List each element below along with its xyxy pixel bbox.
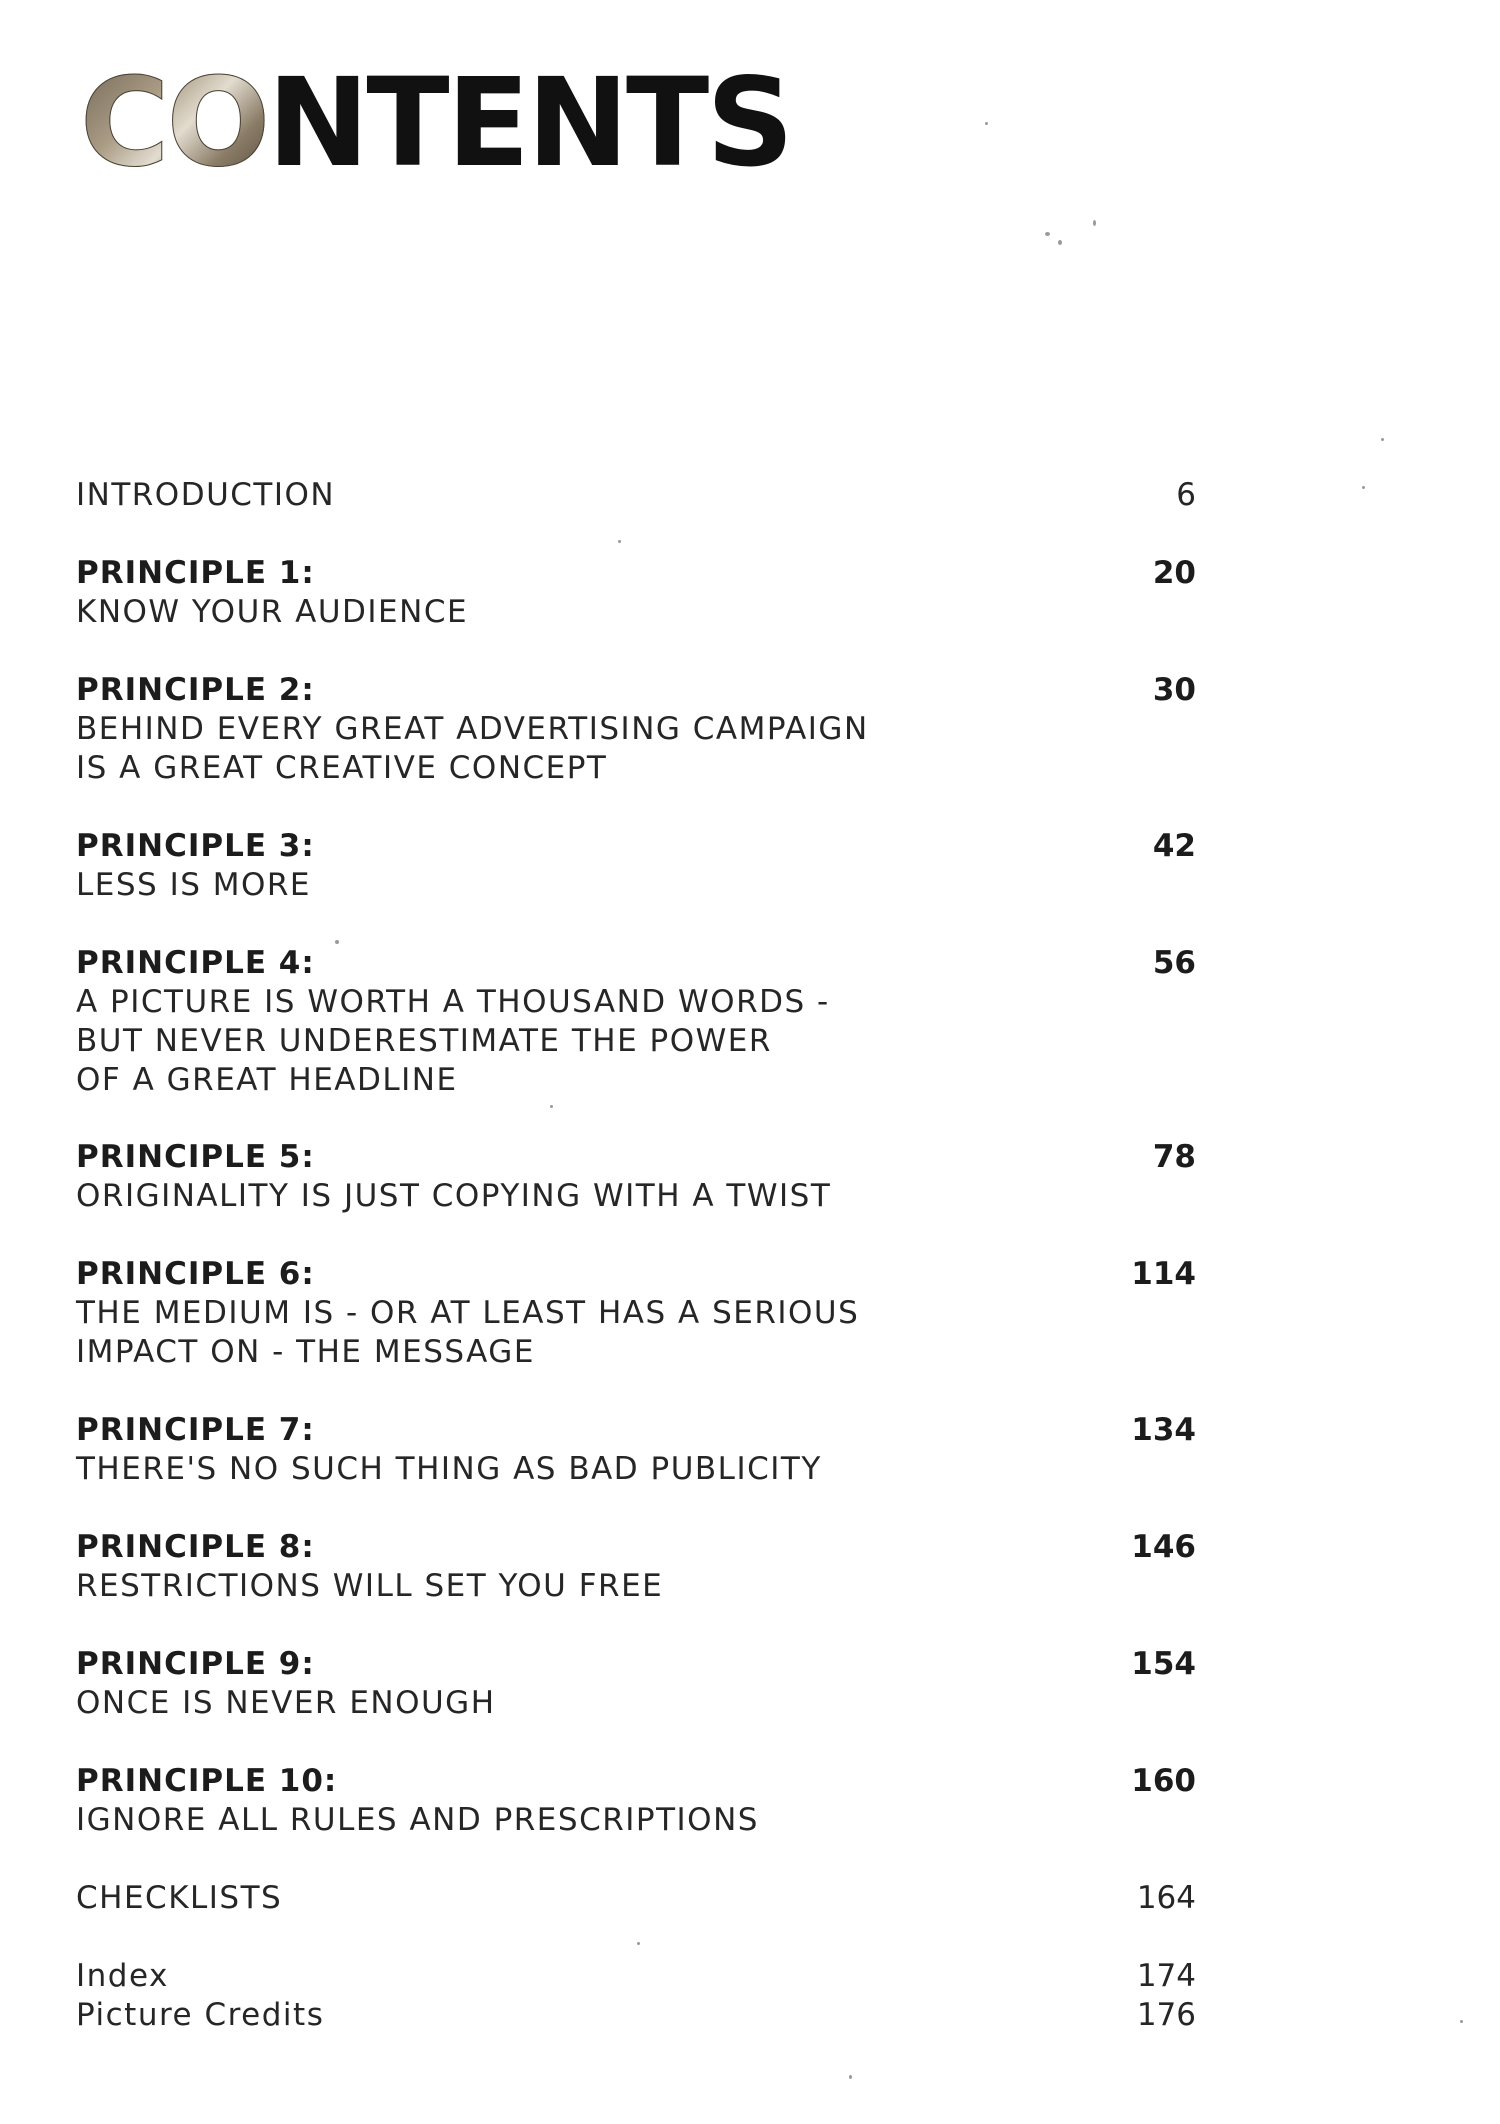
toc-entry-title: BUT NEVER UNDERESTIMATE THE POWER xyxy=(76,1023,772,1059)
toc-entry-title: IMPACT ON - THE MESSAGE xyxy=(76,1334,535,1370)
toc-entry-heading: PRINCIPLE 3: xyxy=(76,828,315,864)
toc-page-number: 160 xyxy=(1131,1763,1196,1799)
toc-entry-title: INTRODUCTION xyxy=(76,477,336,513)
page-title xyxy=(80,52,792,194)
toc-entry-heading: PRINCIPLE 10: xyxy=(76,1763,338,1799)
scan-speck xyxy=(1093,220,1096,226)
toc-entry-title: BEHIND EVERY GREAT ADVERTISING CAMPAIGN xyxy=(76,711,869,747)
scan-speck xyxy=(1362,486,1365,489)
toc-entry-heading: PRINCIPLE 6: xyxy=(76,1256,315,1292)
scan-speck xyxy=(985,122,988,125)
toc-entry-heading: PRINCIPLE 5: xyxy=(76,1139,315,1175)
toc-entry-title: LESS IS MORE xyxy=(76,867,312,903)
toc-entry-title: Picture Credits xyxy=(76,1997,325,2033)
toc-entry-title: THERE'S NO SUCH THING AS BAD PUBLICITY xyxy=(76,1451,822,1487)
toc-page-number: 154 xyxy=(1131,1646,1196,1682)
scan-speck xyxy=(1045,232,1050,236)
toc-entry-heading: PRINCIPLE 7: xyxy=(76,1412,315,1448)
toc-entry-heading: PRINCIPLE 2: xyxy=(76,672,315,708)
toc-entry-title: IGNORE ALL RULES AND PRESCRIPTIONS xyxy=(76,1802,759,1838)
toc-entry-heading: PRINCIPLE 9: xyxy=(76,1646,315,1682)
toc-entry-title: A PICTURE IS WORTH A THOUSAND WORDS - xyxy=(76,984,830,1020)
toc-page-number: 114 xyxy=(1131,1256,1196,1292)
toc-entry-title: RESTRICTIONS WILL SET YOU FREE xyxy=(76,1568,664,1604)
toc-entry-title: ORIGINALITY IS JUST COPYING WITH A TWIST xyxy=(76,1178,832,1214)
scan-speck xyxy=(618,540,621,543)
toc-page-number: 42 xyxy=(1152,828,1196,864)
scan-speck xyxy=(849,2075,852,2079)
scan-speck xyxy=(637,1942,640,1945)
toc-entry-title: THE MEDIUM IS - OR AT LEAST HAS A SERIOUS xyxy=(76,1295,860,1331)
toc-entry-title: OF A GREAT HEADLINE xyxy=(76,1062,458,1098)
toc-page-number: 78 xyxy=(1152,1139,1196,1175)
scan-speck xyxy=(1460,2020,1463,2023)
toc-page-number: 30 xyxy=(1152,672,1196,708)
toc-page-number: 20 xyxy=(1152,555,1196,591)
toc-entry-title: KNOW YOUR AUDIENCE xyxy=(76,594,469,630)
scan-speck xyxy=(550,1105,553,1108)
toc-entry-title: CHECKLISTS xyxy=(76,1880,283,1916)
toc-entry-heading: PRINCIPLE 4: xyxy=(76,945,315,981)
toc-entry-heading: PRINCIPLE 1: xyxy=(76,555,315,591)
toc-entry-heading: PRINCIPLE 8: xyxy=(76,1529,315,1565)
scan-speck xyxy=(1381,438,1384,441)
toc-page-number: 146 xyxy=(1131,1529,1196,1565)
toc-entry-title: Index xyxy=(76,1958,169,1994)
toc-page-number: 56 xyxy=(1152,945,1196,981)
toc-page-number: 134 xyxy=(1131,1412,1196,1448)
toc-entry-title: IS A GREAT CREATIVE CONCEPT xyxy=(76,750,608,786)
toc-page-number: 6 xyxy=(1176,477,1196,513)
toc-page-number: 164 xyxy=(1136,1880,1196,1916)
title-rest-letters: NTENTS xyxy=(267,52,792,194)
toc-page-number: 176 xyxy=(1136,1997,1196,2033)
toc-entry-title: ONCE IS NEVER ENOUGH xyxy=(76,1685,496,1721)
scan-speck xyxy=(1058,240,1062,245)
title-accent-letters: CO xyxy=(80,52,268,194)
scan-speck xyxy=(335,940,339,944)
toc-page-number: 174 xyxy=(1136,1958,1196,1994)
